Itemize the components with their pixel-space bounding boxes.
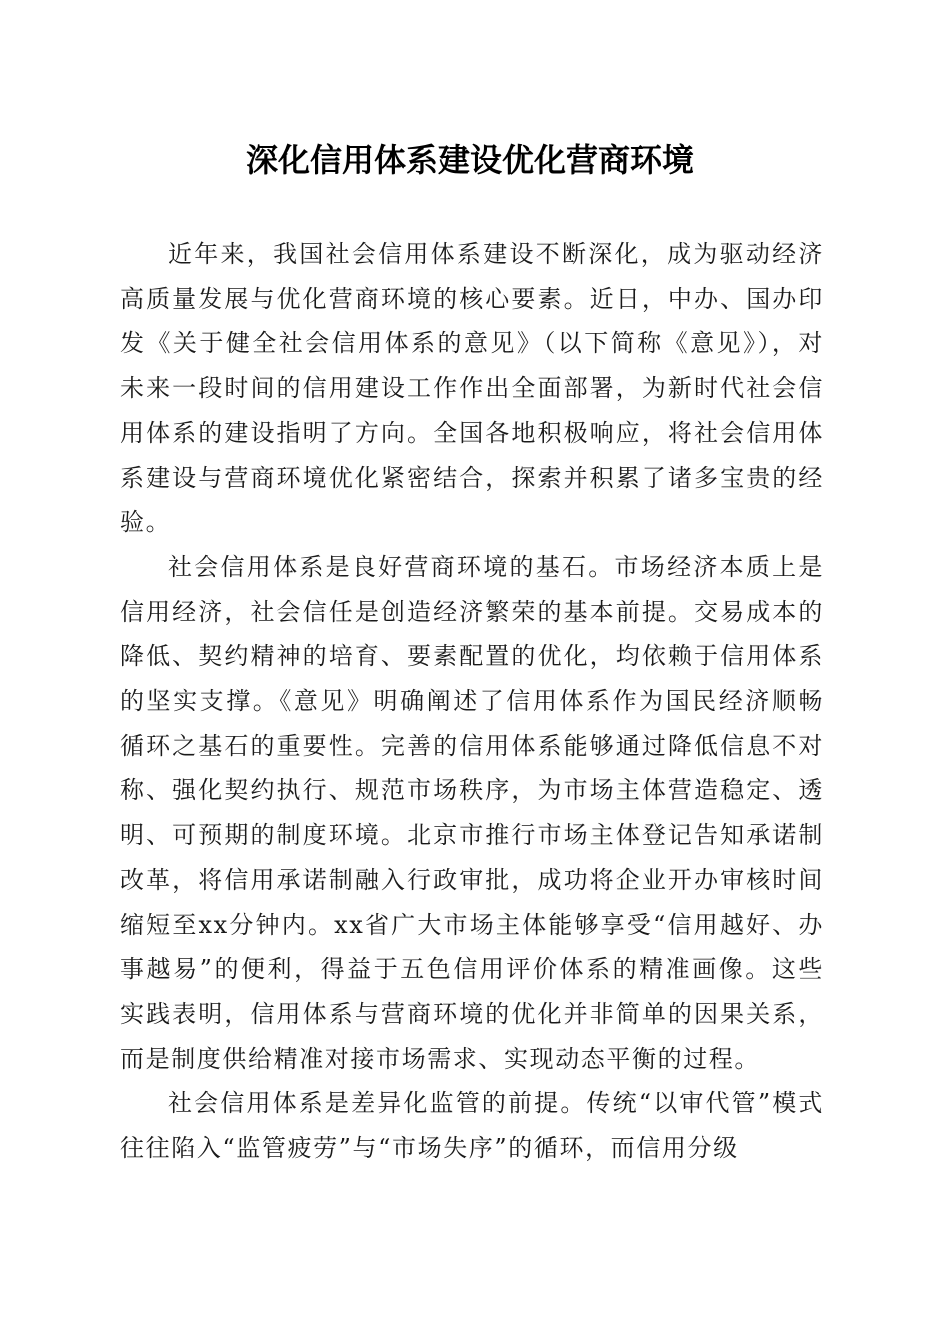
paragraph: 近年来，我国社会信用体系建设不断深化，成为驱动经济高质量发展与优化营商环境的核心要素。近日，中办、国办印发《关于健全社会信用体系的意见》（以下简称《意见》），对未来一段时间的信用建设工作作出全面部署，为新时代社会信用体系的建设指明了方向。全国各地积极响应，将社会信用体系建设与营商环境优化紧密结合，探索并积累了诸多宝贵的经验。 — [120, 240, 824, 537]
document-title: 深化信用体系建设优化营商环境 — [245, 141, 694, 179]
paragraph: 社会信用体系是良好营商环境的基石。市场经济本质上是信用经济，社会信任是创造经济繁荣的基本前提。交易成本的降低、契约精神的培育、要素配置的优化，均依赖于信用体系的坚实支撑。《意见》明确阐述了信用体系作为国民经济顺畅循环之基石的重要性。完善的信用体系能够通过降低信息不对称、强化契约执行、规范市场秩序，为市场主体营造稳定、透明、可预期的制度环境。北京市推行市场主体登记告知承诺制改革，将信用承诺制融入行政审批，成功将企业开办审核时间缩短至xx分钟内。xx省广大市场主体能够享受“信用越好、办事越易”的便利，得益于五色信用评价体系的精准画像。这些实践表明，信用体系与营商环境的优化并非简单的因果关系，而是制度供给精准对接市场需求、实现动态平衡的过程。 — [120, 552, 824, 1073]
paragraph: 社会信用体系是差异化监管的前提。传统“以审代管”模式往往陷入“监管疲劳”与“市场失序”的循环，而信用分级 — [120, 1089, 824, 1163]
document-body — [120, 232, 824, 1171]
